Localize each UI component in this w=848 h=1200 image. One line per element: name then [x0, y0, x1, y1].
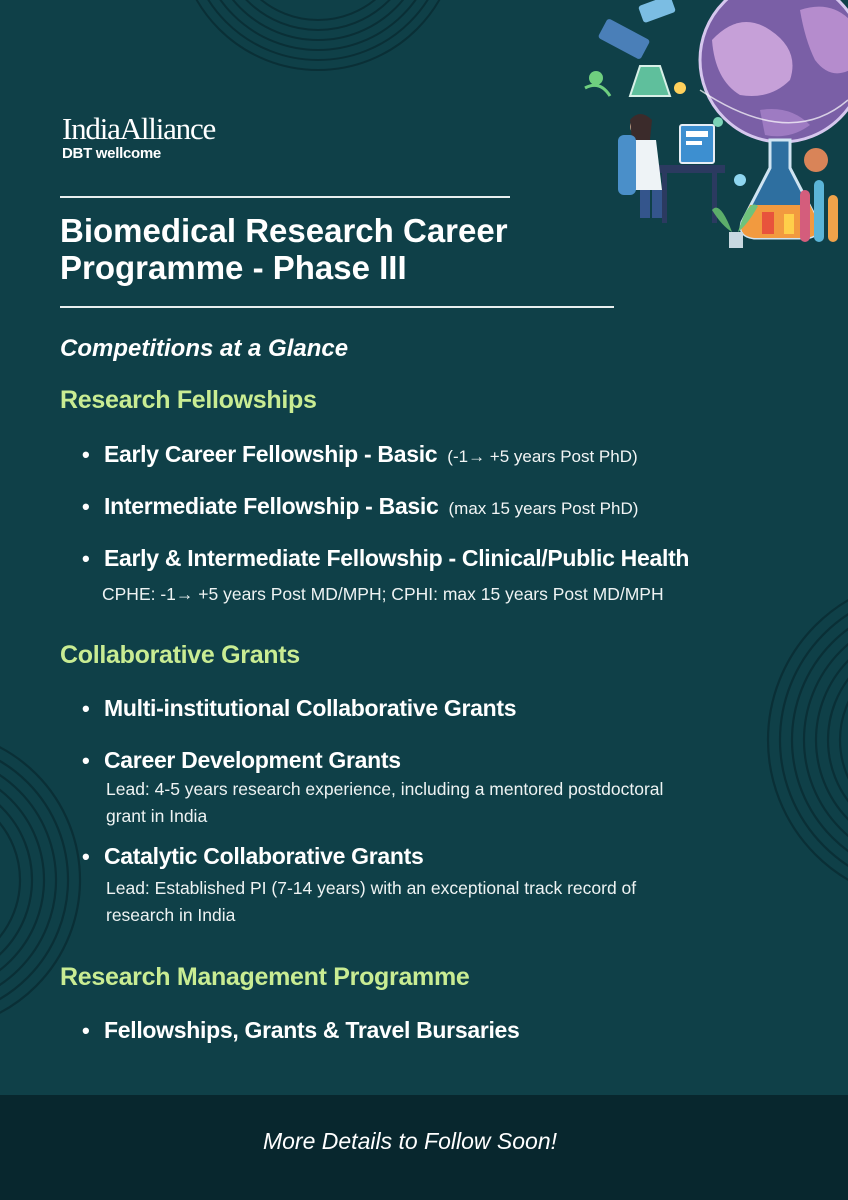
description-line-1: Lead: Established PI (7-14 years) with an exceptional track record of: [106, 878, 637, 898]
list-item-clinical-public-health-fellowship: [82, 545, 689, 572]
item-eligibility-note: (-1→ +5 years Post PhD): [447, 447, 638, 466]
right-concentric-arcs: [768, 578, 848, 902]
page-title-line-1: Biomedical Research Career: [60, 212, 508, 249]
description-line-1: Lead: 4-5 years research experience, including a mentored postdoctoral: [106, 779, 664, 799]
item-label: Fellowships, Grants & Travel Bursaries: [104, 1017, 520, 1043]
item-eligibility-description: [106, 776, 663, 830]
bullet: •: [82, 546, 90, 571]
test-tube-icon: [800, 190, 810, 242]
page-title-line-2: Programme - Phase III: [60, 249, 407, 286]
flask-icon: [630, 66, 670, 96]
item-label: Career Development Grants: [104, 747, 401, 773]
list-item-multi-institutional-grants: [82, 695, 516, 722]
section-collaborative-grants: Collaborative Grants: [60, 641, 300, 669]
list-item-fellowships-grants-bursaries: [82, 1017, 520, 1044]
description-line-2: research in India: [106, 905, 236, 925]
lab-illustration: [585, 0, 848, 248]
india-alliance-logo: [62, 112, 215, 162]
logo-subtitle: DBT wellcome: [62, 145, 161, 162]
section-research-fellowships: Research Fellowships: [60, 386, 317, 414]
list-item-early-career-fellowship: [82, 441, 638, 468]
title-divider-bottom: [60, 306, 614, 308]
section-research-management: Research Management Programme: [60, 963, 470, 991]
item-label: Intermediate Fellowship - Basic: [104, 493, 439, 519]
item-label: Catalytic Collaborative Grants: [104, 843, 424, 869]
list-item-intermediate-fellowship: [82, 493, 638, 520]
footer-text: More Details to Follow Soon!: [262, 1128, 557, 1154]
item-label: Early Career Fellowship - Basic: [104, 441, 438, 467]
desk: [655, 165, 725, 173]
description-line-2: grant in India: [106, 806, 208, 826]
bullet: •: [82, 844, 90, 869]
bullet: •: [82, 696, 90, 721]
item-label: Multi-institutional Collaborative Grants: [104, 695, 517, 721]
bullet: •: [82, 748, 90, 773]
list-item-catalytic-grants: [82, 843, 424, 870]
list-item-career-development-grants: [82, 747, 401, 774]
title-divider-top: [60, 196, 510, 198]
item-label: Early & Intermediate Fellowship - Clinical/Public Health: [104, 545, 690, 571]
bullet: •: [82, 1018, 90, 1043]
bullet: •: [82, 494, 90, 519]
item-eligibility-note: (max 15 years Post PhD): [448, 499, 639, 518]
item-eligibility-description: [106, 875, 636, 929]
competitions-subtitle: Competitions at a Glance: [60, 335, 349, 362]
page-title: [60, 212, 620, 286]
item-eligibility-description: CPHE: -1→ +5 years Post MD/MPH; CPHI: max 15 years Post MD/MPH: [102, 584, 664, 604]
logo-wordmark: IndiaAlliance: [62, 111, 216, 146]
top-concentric-arcs: [178, 0, 458, 70]
bullet: •: [82, 442, 90, 467]
microscope-slide-icon: [598, 18, 651, 60]
